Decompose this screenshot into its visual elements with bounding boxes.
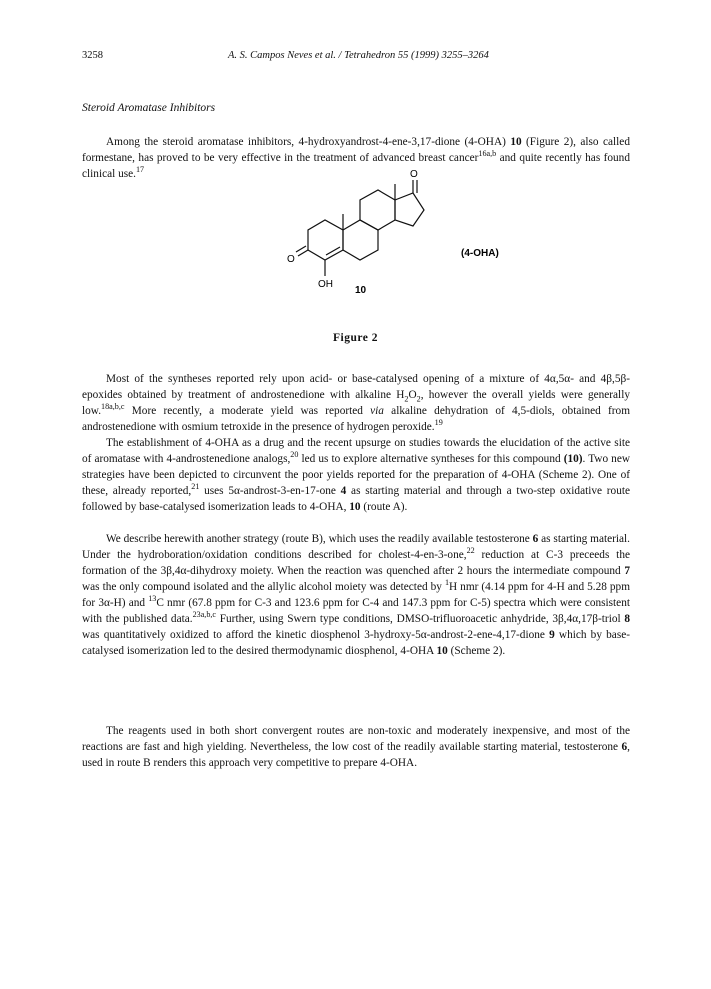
atom-o-left: O (287, 254, 295, 265)
ring-d (395, 193, 424, 226)
figure-caption: Figure 2 (333, 332, 378, 344)
paragraph-5: The reagents used in both short convergent routes are non-toxic and moderately inexpensive, and most of the reactions are fast and high yielding. Nevertheless, the low cost of the readily available starting material, testosterone 6, used in route B renders this approach very competitive to prepare 4-OHA. (82, 725, 630, 769)
compound-number: 10 (355, 285, 367, 296)
atom-oh: OH (318, 279, 333, 290)
ring-b (343, 220, 378, 260)
steroid-skeleton (296, 180, 424, 276)
paragraph-3: The establishment of 4-OHA as a drug and the recent upsurge on studies towards the elucidation of the active site of aromatase with 4-androstenedione analogs,$^{20}$ led us to explore alternative syntheses for this compound (10). Two new strategies have been depicted to circunvent the poor yields reported for the preparation of 4-OHA (Scheme 2). One of these, already reported,$^{21}$ uses 5α-androst-3-en-17-one 4 as starting material and through a two-step oxidative route followed by base-catalysed isomerization leads to 4-OHA, 10 (route A). (82, 437, 630, 513)
paragraph-1: Among the steroid aromatase inhibitors, 4-hydroxyandrost-4-ene-3,17-dione (4-OHA) 10 (Figure 2), also called formestane, has proved to be very effective in the treatment of advanced breast cancer$^{16a,b}$ and quite recently has found clinical use.$^{17}$ (82, 136, 630, 180)
running-title: A. S. Campos Neves et al. / Tetrahedron 55 (1999) 3255–3264 (228, 50, 489, 61)
c4-c5-double-bond (326, 247, 340, 255)
page-number: 3258 (82, 50, 103, 61)
paragraph-4: We describe herewith another strategy (route B), which uses the readily available testosterone 6 as starting material. Under the hydroboration/oxidation conditions described for cholest-4-en-3-one,$^{22}$ reduction at C-3 preceeds the formation of the 3β,4α-dihydroxy moiety. When the reaction was quenched after 2 hours the intermediate compound 7 was the only compound isolated and the allylic alcohol moiety was detected by $^1$H nmr (4.14 ppm for 4-H and 5.28 ppm for 3α-H) and $^{13}$C nmr (67.8 ppm for C-3 and 123.6 ppm for C-4 and 147.3 ppm for C-5) spectra which were consistent with the published data.$^{23a,b,c}$ Further, using Swern type conditions, DMSO-trifluoroacetic anhydride, 3β,4α,17β-triol 8 was quantitatively oxidized to afford the kinetic diosphenol 3-hydroxy-5α-androst-2-ene-4,17-dione 9 which by base-catalysed isomerization led to the desired thermodynamic diosphenol, 4-OHA 10 (Scheme 2). (82, 533, 630, 657)
oha-label: (4-OHA) (461, 248, 499, 259)
atom-o-top: O (410, 169, 418, 180)
paragraph-2: Most of the syntheses reported rely upon acid- or base-catalysed opening of a mixture of 4α,5α- and 4β,5β-epoxides obtained by treatment of androstenedione with alkaline $H_2O_2$, however the overall yields were generally low.$^{18a,b,c}$ More recently, a moderate yield was reported via alkaline dehydration of 4,5-diols, obtained from androstenedione with osmium tetroxide in the presence of hydrogen peroxide.$^{19}$ (82, 373, 630, 433)
page-header (82, 50, 630, 66)
ring-c (360, 190, 395, 230)
section-title: Steroid Aromatase Inhibitors (82, 102, 216, 114)
ring-a (308, 220, 343, 260)
